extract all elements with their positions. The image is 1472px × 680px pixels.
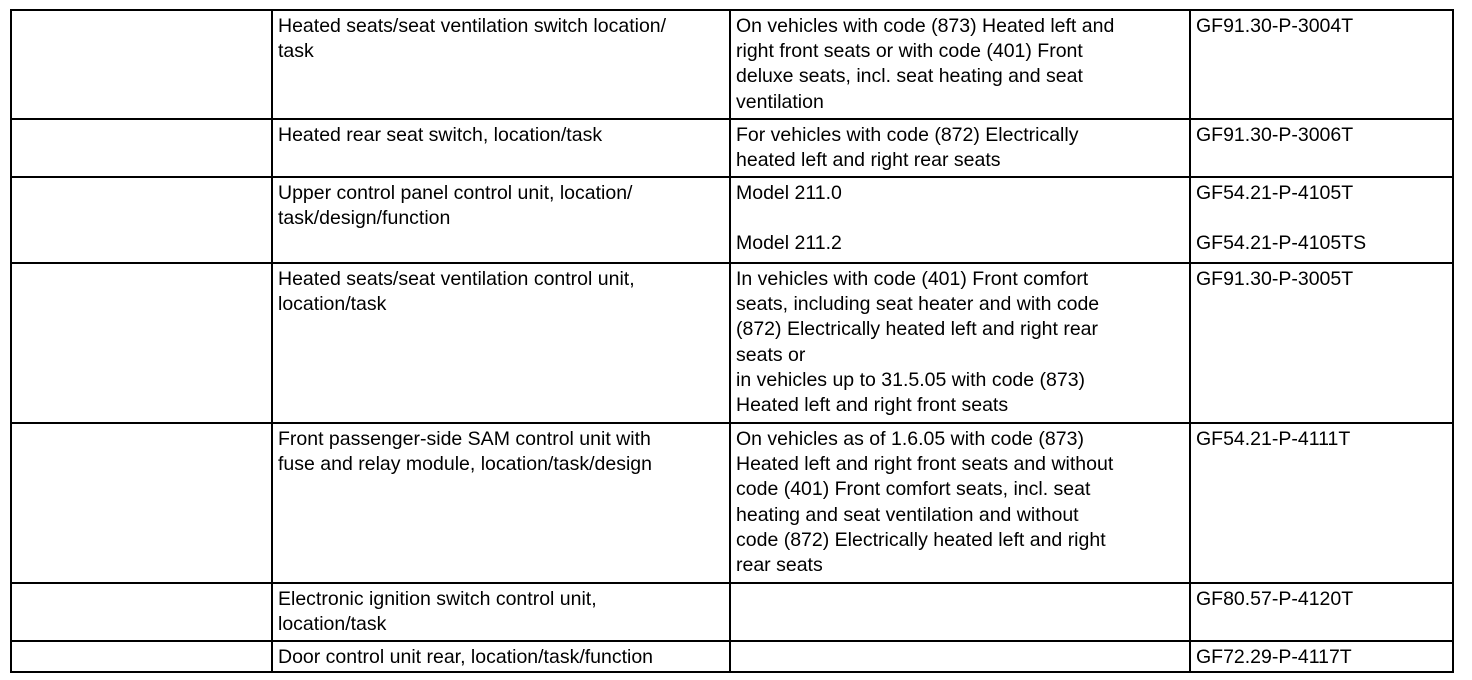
description-line: Electronic ignition switch control unit, [278,588,597,610]
condition-line: code (401) Front comfort seats, incl. seat [736,478,1091,501]
description-line: task/design/function [278,207,451,230]
blank-cell [11,119,272,177]
blank-cell [11,641,272,672]
condition-line: deluxe seats, incl. seat heating and seat [736,65,1083,88]
description-cell [272,583,730,641]
document-number-cell [1190,423,1453,583]
document-number-cell [1190,583,1453,641]
condition-cell [730,263,1190,423]
description-line: Heated seats/seat ventilation switch location/ [278,15,667,37]
condition-line: Heated left and right front seats [736,393,1009,416]
spacer [736,206,1184,231]
description-cell [272,263,730,423]
blank-cell [11,583,272,641]
description-line: location/task [278,613,387,636]
condition-line: heating and seat ventilation and without [736,503,1079,526]
document-number: GF54.21-P-4111T [1196,428,1351,450]
condition-cell [730,423,1190,583]
table-row [11,641,1453,672]
condition-line: Model 211.2 [736,232,842,255]
spacer [1196,206,1447,231]
description-line: task [278,40,314,63]
table-row [11,10,1453,119]
document-number-cell [1190,263,1453,423]
table-row [11,423,1453,583]
blank-cell [11,10,272,119]
description-cell [272,423,730,583]
description-cell [272,641,730,672]
condition-line: rear seats [736,553,823,576]
condition-line: In vehicles with code (401) Front comfort [736,268,1089,290]
condition-cell [730,641,1190,672]
document-number-cell [1190,119,1453,177]
document-number: GF91.30-P-3005T [1196,268,1354,290]
description-cell [272,119,730,177]
document-number: GF91.30-P-3006T [1196,124,1354,146]
description-line: location/task [278,293,387,316]
description-cell [272,177,730,263]
condition-cell [730,10,1190,119]
document-number: GF80.57-P-4120T [1196,588,1354,610]
document-number-cell [1190,177,1453,263]
condition-line: code (872) Electrically heated left and right [736,528,1106,551]
description-line: Upper control panel control unit, location/ [278,182,633,204]
condition-line: For vehicles with code (872) Electrically [736,124,1079,146]
description-line: Front passenger-side SAM control unit with [278,428,651,450]
reference-table [10,9,1454,673]
condition-line: seats or [736,343,806,366]
condition-cell [730,177,1190,263]
document-number-cell [1190,641,1453,672]
condition-line: Heated left and right front seats and without [736,453,1114,476]
table-row [11,177,1453,263]
document-number: GF91.30-P-3004T [1196,15,1354,37]
blank-cell [11,423,272,583]
table-row [11,583,1453,641]
condition-line: Model 211.0 [736,182,842,204]
condition-line: (872) Electrically heated left and right rear [736,318,1099,341]
description-cell [272,10,730,119]
condition-line: right front seats or with code (401) Front [736,40,1083,63]
document-number-cell [1190,10,1453,119]
table-body [11,10,1453,672]
document-number: GF54.21-P-4105T [1196,182,1354,204]
condition-line: seats, including seat heater and with code [736,293,1100,316]
condition-cell [730,119,1190,177]
table-row [11,263,1453,423]
description-line: Door control unit rear, location/task/function [278,646,654,668]
condition-line: On vehicles as of 1.6.05 with code (873) [736,428,1084,450]
condition-cell [730,583,1190,641]
document-number: GF54.21-P-4105TS [1196,232,1367,255]
description-line: Heated rear seat switch, location/task [278,124,603,146]
condition-line: On vehicles with code (873) Heated left and [736,15,1115,37]
condition-line: ventilation [736,90,824,113]
description-line: Heated seats/seat ventilation control unit, [278,268,635,290]
description-line: fuse and relay module, location/task/design [278,453,652,476]
table-row [11,119,1453,177]
condition-line: heated left and right rear seats [736,149,1001,172]
blank-cell [11,177,272,263]
document-number: GF72.29-P-4117T [1196,646,1352,668]
condition-line: in vehicles up to 31.5.05 with code (873) [736,368,1086,391]
blank-cell [11,263,272,423]
